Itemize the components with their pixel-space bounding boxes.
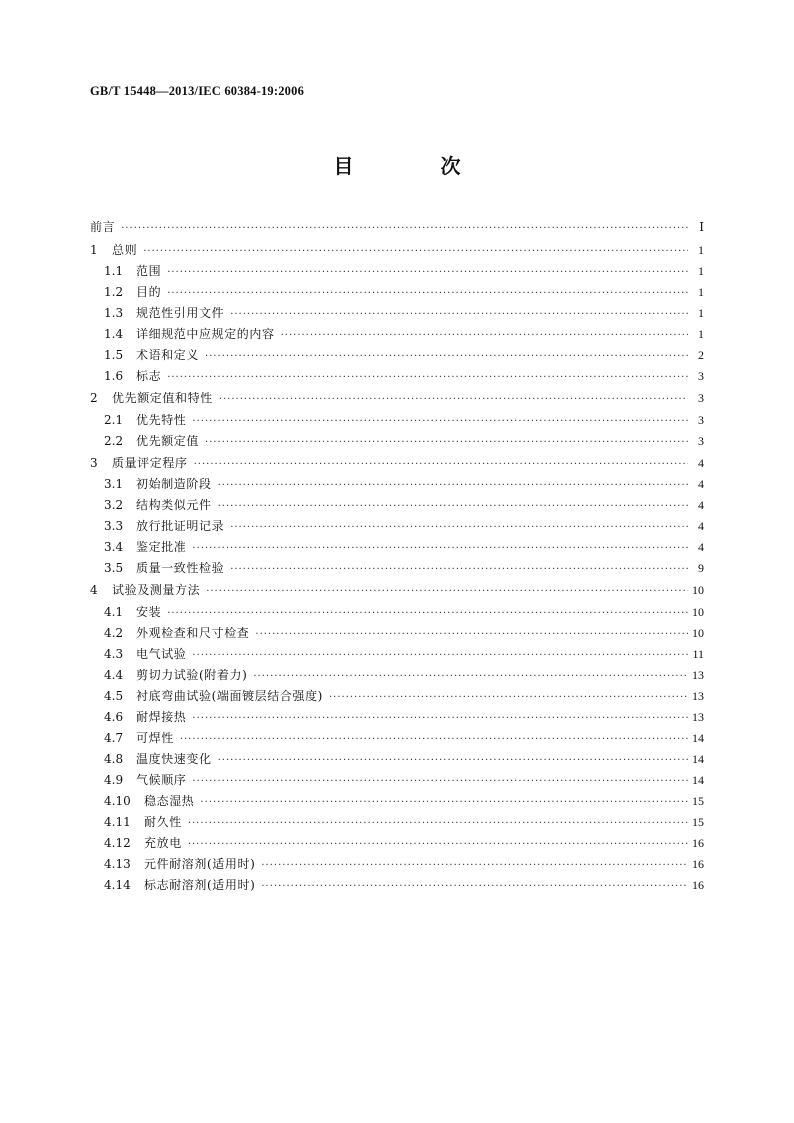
- toc-dot-leader: [261, 855, 688, 876]
- toc-dot-leader: [218, 750, 688, 771]
- toc-dot-leader: [218, 496, 688, 517]
- toc-page-number: 3: [698, 369, 704, 383]
- toc-entry[interactable]: [90, 366, 704, 387]
- toc-dot-leader: [230, 559, 688, 580]
- toc-section-number: 4: [90, 583, 98, 597]
- toc-page-number: 15: [692, 793, 704, 808]
- toc-dot-leader: [194, 454, 688, 477]
- toc-section-label: 优先额定值和特性: [112, 391, 213, 405]
- toc-page-number: 1: [698, 306, 704, 320]
- toc-section-label: 温度快速变化: [136, 751, 212, 766]
- toc-page-number: 16: [692, 856, 704, 871]
- toc-entry[interactable]: [90, 261, 704, 282]
- toc-section-label: 目的: [136, 285, 162, 299]
- toc-section-label: 电气试验: [136, 646, 187, 661]
- toc-dot-leader: [253, 666, 688, 687]
- toc-page-number: 11: [692, 646, 704, 661]
- toc-section-label: 质量评定程序: [112, 455, 188, 470]
- toc-section-label: 初始制造阶段: [136, 477, 212, 491]
- toc-page-number: 3: [698, 433, 704, 448]
- toc-entry[interactable]: [90, 644, 704, 665]
- toc-dot-leader: [205, 346, 688, 367]
- toc-section-number: 1.6: [104, 369, 124, 383]
- toc-entry[interactable]: [90, 537, 704, 558]
- toc-section-label: 结构类似元件: [136, 498, 212, 512]
- toc-dot-leader: [219, 389, 688, 412]
- standard-number-header: GB/T 15448—2013/IEC 60384-19:2006: [90, 84, 305, 98]
- toc-page-number: 13: [692, 688, 704, 703]
- toc-entry[interactable]: [90, 854, 704, 875]
- toc-entry[interactable]: [90, 216, 704, 239]
- toc-entry[interactable]: [90, 665, 704, 686]
- toc-page-number: 16: [692, 877, 704, 892]
- toc-section-number: 1.1: [104, 264, 124, 278]
- toc-section-label: 可焊性: [136, 730, 174, 745]
- toc-dot-leader: [192, 645, 688, 666]
- toc-page-number: 1: [698, 327, 704, 341]
- toc-page-number: 2: [698, 348, 704, 362]
- table-of-contents: [90, 216, 704, 896]
- toc-entry[interactable]: [90, 387, 704, 410]
- toc-dot-leader: [188, 834, 688, 855]
- toc-section-number: 1.3: [104, 306, 124, 320]
- toc-dot-leader: [205, 432, 688, 453]
- toc-section-number: 3.1: [104, 477, 124, 491]
- toc-entry[interactable]: [90, 728, 704, 749]
- toc-section-number: 4.4: [104, 667, 124, 682]
- toc-section-number: 4.6: [104, 709, 124, 724]
- toc-section-label: 规范性引用文件: [136, 306, 225, 320]
- toc-section-label: 放行批证明记录: [136, 519, 225, 533]
- toc-entry[interactable]: [90, 345, 704, 366]
- toc-section-number: 4.13: [104, 856, 131, 871]
- toc-section-label: 耐久性: [144, 814, 182, 829]
- toc-dot-leader: [192, 411, 688, 432]
- toc-section-number: 3.2: [104, 498, 124, 512]
- toc-section-number: 4.12: [104, 835, 131, 850]
- toc-entry[interactable]: [90, 495, 704, 516]
- toc-section-number: 4.8: [104, 751, 124, 766]
- toc-page-number: 13: [692, 667, 704, 682]
- toc-entry[interactable]: [90, 282, 704, 303]
- toc-entry[interactable]: [90, 602, 704, 623]
- toc-section-number: 1.4: [104, 327, 124, 341]
- toc-section-label: 元件耐溶剂(适用时): [144, 856, 256, 871]
- toc-dot-leader: [167, 262, 688, 283]
- toc-section-label: 稳态湿热: [144, 793, 195, 808]
- toc-entry[interactable]: [90, 452, 704, 475]
- toc-page-number: Ⅰ: [699, 220, 704, 234]
- toc-page-number: 16: [692, 835, 704, 850]
- toc-entry[interactable]: [90, 239, 704, 262]
- toc-dot-leader: [188, 813, 688, 834]
- toc-section-number: 1.2: [104, 285, 124, 299]
- toc-section-number: 3.5: [104, 561, 124, 575]
- toc-section-label: 术语和定义: [136, 348, 200, 362]
- toc-section-label: 安装: [136, 604, 162, 619]
- toc-section-number: 4.7: [104, 730, 124, 745]
- toc-section-number: 1: [90, 242, 98, 257]
- toc-page-number: 10: [692, 583, 704, 597]
- toc-section-label: 详细规范中应规定的内容: [136, 327, 275, 341]
- toc-entry[interactable]: [90, 324, 704, 345]
- toc-entry[interactable]: [90, 410, 704, 431]
- toc-dot-leader: [143, 241, 688, 264]
- toc-entry[interactable]: [90, 770, 704, 791]
- toc-dot-leader: [281, 325, 688, 346]
- toc-section-number: 4.9: [104, 772, 124, 787]
- toc-dot-leader: [192, 538, 688, 559]
- toc-entry[interactable]: [90, 431, 704, 452]
- toc-section-number: 4.1: [104, 604, 124, 619]
- toc-section-label: 鉴定批准: [136, 540, 187, 554]
- toc-dot-leader: [192, 771, 688, 792]
- toc-entry[interactable]: [90, 474, 704, 495]
- toc-page-number: 10: [692, 604, 704, 619]
- toc-entry[interactable]: [90, 812, 704, 833]
- toc-dot-leader: [255, 624, 688, 645]
- toc-dot-leader: [329, 687, 688, 708]
- toc-dot-leader: [167, 283, 688, 304]
- toc-entry[interactable]: [90, 875, 704, 896]
- toc-section-label: 优先特性: [136, 412, 187, 427]
- toc-section-number: 3: [90, 455, 98, 470]
- toc-section-label: 质量一致性检验: [136, 561, 225, 575]
- toc-page-number: 1: [698, 242, 704, 257]
- toc-section-label: 标志耐溶剂(适用时): [144, 877, 256, 892]
- toc-section-number: 1.5: [104, 348, 124, 362]
- toc-dot-leader: [261, 876, 688, 897]
- toc-section-label: 优先额定值: [136, 433, 200, 448]
- toc-dot-leader: [230, 304, 688, 325]
- toc-section-label: 标志: [136, 369, 162, 383]
- toc-dot-leader: [180, 729, 688, 750]
- toc-dot-leader: [121, 218, 688, 241]
- toc-section-label: 外观检查和尺寸检查: [136, 625, 250, 640]
- toc-section-number: 2.1: [104, 412, 124, 427]
- toc-section-number: 2: [90, 391, 98, 405]
- toc-entry[interactable]: [90, 303, 704, 324]
- toc-section-label: 范围: [136, 264, 162, 278]
- page-title: 目 次: [333, 154, 501, 178]
- toc-page-number: 14: [692, 751, 704, 766]
- toc-page-number: 10: [692, 625, 704, 640]
- toc-section-label: 气候顺序: [136, 772, 187, 787]
- toc-page-number: 4: [698, 498, 704, 512]
- toc-page-number: 1: [698, 285, 704, 299]
- toc-page-number: 1: [698, 264, 704, 278]
- toc-section-number: 4.2: [104, 625, 124, 640]
- toc-section-number: 3.4: [104, 540, 124, 554]
- toc-dot-leader: [200, 792, 688, 813]
- toc-dot-leader: [167, 603, 688, 624]
- toc-entry[interactable]: [90, 707, 704, 728]
- toc-section-number: 4.10: [104, 793, 131, 808]
- toc-page-number: 4: [698, 519, 704, 533]
- toc-dot-leader: [218, 475, 688, 496]
- toc-page-number: 14: [692, 772, 704, 787]
- toc-page-number: 14: [692, 730, 704, 745]
- toc-dot-leader: [206, 581, 688, 604]
- toc-page-number: 4: [698, 455, 704, 470]
- toc-entry[interactable]: [90, 623, 704, 644]
- toc-entry[interactable]: [90, 579, 704, 602]
- toc-page-number: 3: [698, 412, 704, 427]
- toc-entry[interactable]: [90, 791, 704, 812]
- toc-section-label: 总则: [112, 242, 138, 257]
- toc-page-number: 9: [698, 561, 704, 575]
- toc-section-label: 试验及测量方法: [112, 583, 201, 597]
- toc-entry[interactable]: [90, 558, 704, 579]
- toc-section-label: 耐焊接热: [136, 709, 187, 724]
- toc-page-number: 3: [698, 391, 704, 405]
- toc-section-number: 4.3: [104, 646, 124, 661]
- toc-dot-leader: [230, 517, 688, 538]
- toc-section-label: 前言: [90, 220, 116, 234]
- toc-page-number: 4: [698, 477, 704, 491]
- toc-section-label: 充放电: [144, 835, 182, 850]
- toc-entry[interactable]: [90, 833, 704, 854]
- toc-section-number: 2.2: [104, 433, 124, 448]
- toc-dot-leader: [192, 708, 688, 729]
- toc-dot-leader: [167, 367, 688, 388]
- toc-page-number: 4: [698, 540, 704, 554]
- toc-entry[interactable]: [90, 516, 704, 537]
- toc-section-number: 4.11: [104, 814, 131, 829]
- toc-section-label: 衬底弯曲试验(端面镀层结合强度): [136, 688, 323, 703]
- toc-entry[interactable]: [90, 686, 704, 707]
- toc-section-number: 4.5: [104, 688, 124, 703]
- toc-section-label: 剪切力试验(附着力): [136, 667, 248, 682]
- toc-entry[interactable]: [90, 749, 704, 770]
- toc-section-number: 4.14: [104, 877, 131, 892]
- toc-section-number: 3.3: [104, 519, 124, 533]
- toc-page-number: 13: [692, 709, 704, 724]
- toc-page-number: 15: [692, 814, 704, 829]
